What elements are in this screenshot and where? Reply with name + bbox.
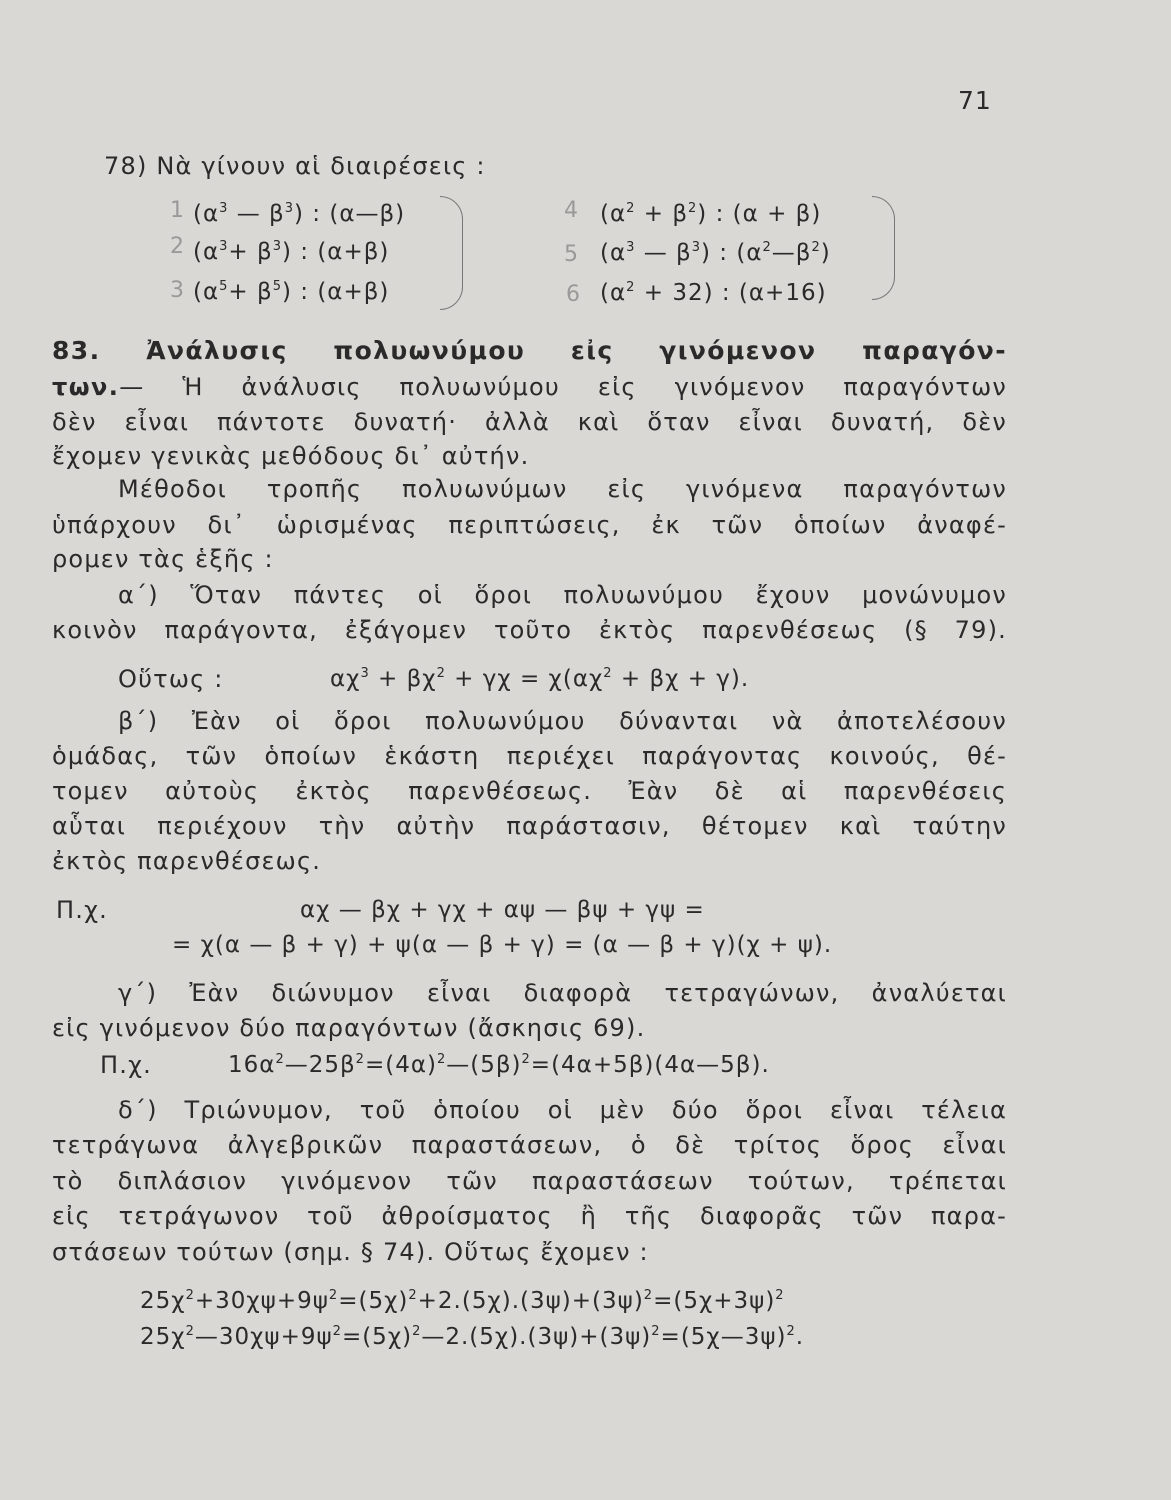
- margin-mark-5: 5: [564, 242, 578, 267]
- division-left-3: $(\alpha^5+ \beta^5)$ : (α+β): [193, 279, 390, 305]
- case-d-line-1: δ΄) Τριώνυμον, τοῦ ὁποίου οἱ μὲν δύο ὅροι εἶναι τέλεια: [118, 1096, 1007, 1124]
- exercise-78-heading: 78) Νὰ γίνουν αἱ διαιρέσεις :: [104, 152, 486, 180]
- brace-left: [440, 196, 463, 310]
- brace-right: [872, 196, 895, 300]
- case-d-equation-difference: $25\chi^2—30\chi\psi+9\psi^2=(5\chi)^2—2.(5\chi).(3\psi)+(3\psi)^2=(5\chi—3\psi)^2$.: [140, 1324, 805, 1350]
- case-b-equation-2: = χ(α — β + γ) + ψ(α — β + γ) = (α — β + γ)(χ + ψ).: [172, 932, 833, 958]
- case-b-line-5: ἐκτὸς παρενθέσεως.: [52, 847, 322, 875]
- case-b-equation-1: αχ — βχ + γχ + αψ — βψ + γψ =: [300, 897, 705, 923]
- section-83-intro-line-1: των.— Ἡ ἀνάλυσις πολυωνύμου εἰς γινόμενον παραγόντων: [52, 373, 1007, 401]
- margin-mark-4: 4: [564, 198, 578, 223]
- case-d-line-5: στάσεων τούτων (σημ. § 74). Οὕτως ἔχομεν :: [52, 1238, 649, 1266]
- division-left-1: ($\alpha^3$ — $\beta^3$) : (α—β): [193, 201, 406, 227]
- page-number: 71: [958, 86, 992, 115]
- case-b-line-4: αὗται περιέχουν τὴν αὐτὴν παράστασιν, θέτομεν καὶ ταύτην: [52, 812, 1007, 840]
- case-c-line-1: γ΄) Ἐὰν διώνυμον εἶναι διαφορὰ τετραγώνων, ἀναλύεται: [118, 979, 1007, 1007]
- division-left-2: $(\alpha^3+ \beta^3)$ : (α+β): [193, 239, 390, 265]
- case-b-example-label: Π.χ.: [56, 896, 108, 924]
- methods-line-3: ρομεν τὰς ἑξῆς :: [52, 545, 274, 573]
- margin-mark-2: 2: [170, 234, 184, 259]
- division-right-3: $(\alpha^2 + 32)$ : (α+16): [600, 280, 827, 306]
- case-a-line-1: α΄) Ὅταν πάντες οἱ ὅροι πολυωνύμου ἔχουν μονώνυμον: [118, 581, 1007, 609]
- margin-mark-6: 6: [566, 282, 580, 307]
- section-83-intro-line-3: ἔχομεν γενικὰς μεθόδους δι᾽ αὐτήν.: [52, 442, 530, 470]
- margin-mark-1: 1: [170, 198, 184, 223]
- margin-mark-3: 3: [170, 278, 184, 303]
- case-a-example-equation: $\alpha\chi^3 + \beta\chi^2 + \gamma\chi = \chi(\alpha\chi^2 + \beta\chi + \gamma)$.: [330, 666, 750, 692]
- case-a-line-2: κοινὸν παράγοντα, ἐξάγομεν τοῦτο ἐκτὸς παρενθέσεως (§ 79).: [52, 616, 1007, 644]
- case-c-example-label: Π.χ.: [100, 1051, 152, 1079]
- methods-line-2: ὑπάρχουν δι᾽ ὡρισμένας περιπτώσεις, ἐκ τῶν ὁποίων ἀναφέ-: [52, 511, 1007, 539]
- case-b-line-3: τομεν αὐτοὺς ἐκτὸς παρενθέσεως. Ἐὰν δὲ αἱ παρενθέσεις: [52, 777, 1007, 805]
- case-b-line-2: ὁμάδας, τῶν ὁποίων ἑκάστη περιέχει παράγοντας κοινούς, θέ-: [52, 742, 1007, 770]
- case-c-line-2: εἰς γινόμενον δύο παραγόντων (ἄσκησις 69).: [52, 1014, 646, 1042]
- section-83-intro-line-2: δὲν εἶναι πάντοτε δυνατή· ἀλλὰ καὶ ὅταν εἶναι δυνατή, δὲν: [52, 408, 1007, 436]
- case-c-example-equation: $16\alpha^2—25\beta^2=(4\alpha)^2—(5\beta)^2=(4\alpha+5\beta)(4\alpha—5\beta)$.: [228, 1052, 770, 1078]
- case-d-line-4: εἰς τετράγωνον τοῦ ἀθροίσματος ἢ τῆς διαφορᾶς τῶν παρα-: [52, 1202, 1007, 1230]
- division-right-2: ($\alpha^3$ — $\beta^3$) : $(\alpha^2—\beta^2)$: [600, 240, 831, 266]
- methods-line-1: Μέθοδοι τροπῆς πολυωνύμων εἰς γινόμενα παραγόντων: [118, 475, 1007, 503]
- case-a-example-label: Οὕτως :: [118, 665, 224, 693]
- case-d-equation-sum: $25\chi^2+30\chi\psi+9\psi^2=(5\chi)^2+2.(5\chi).(3\psi)+(3\psi)^2=(5\chi+3\psi)^2$: [140, 1288, 785, 1314]
- section-83-title: 83. Ἀνάλυσις πολυωνύμου εἰς γινόμενον παραγόν-: [52, 336, 1007, 365]
- division-right-1: $(\alpha^2 + \beta^2)$ : (α + β): [600, 201, 822, 227]
- case-d-line-2: τετράγωνα ἀλγεβρικῶν παραστάσεων, ὁ δὲ τρίτος ὅρος εἶναι: [52, 1131, 1007, 1159]
- case-b-line-1: β΄) Ἐὰν οἱ ὅροι πολυωνύμου δύνανται νὰ ἀποτελέσουν: [118, 707, 1007, 735]
- case-d-line-3: τὸ διπλάσιον γινόμενον τῶν παραστάσεων τούτων, τρέπεται: [52, 1167, 1007, 1195]
